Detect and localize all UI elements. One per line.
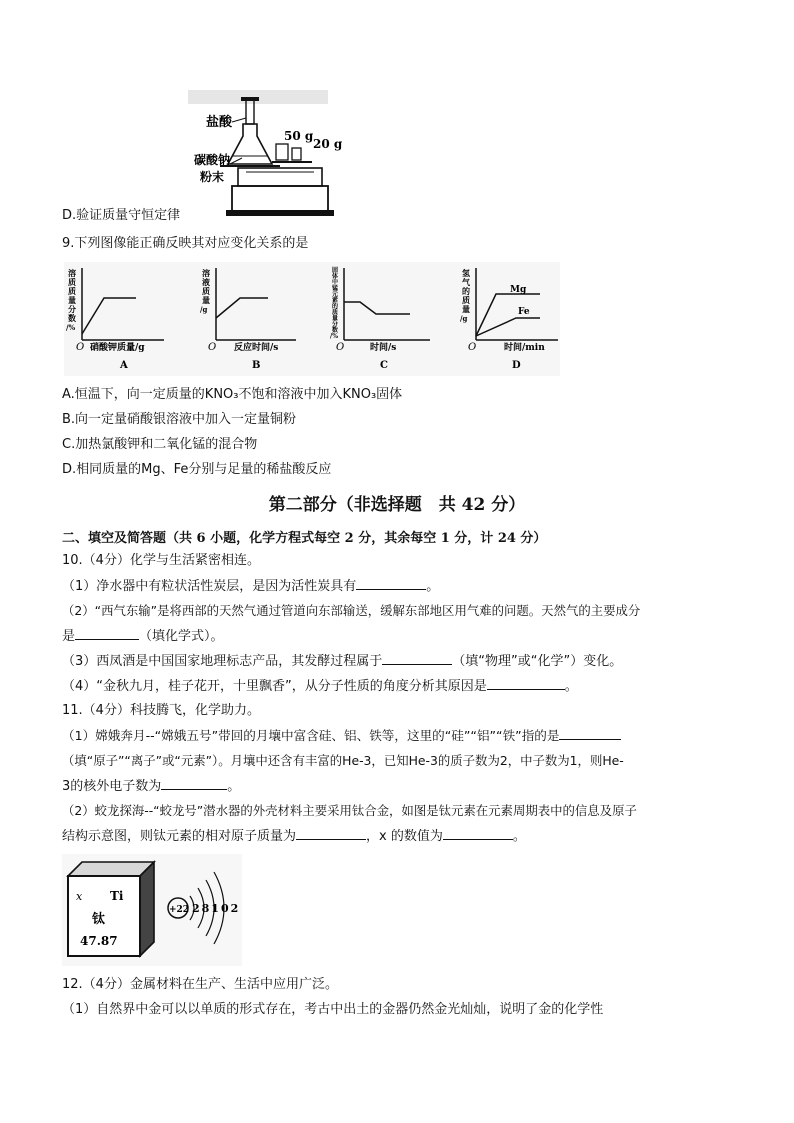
svg-text:数: 数 <box>68 313 76 323</box>
svg-text:的: 的 <box>332 303 339 310</box>
dropper-cap <box>241 97 259 101</box>
svg-text:素: 素 <box>332 297 339 304</box>
na2co3-label-2: 粉末 <box>200 170 225 184</box>
part2-title: 第二部分（非选择题 共 42 分） <box>268 495 526 515</box>
graph-d-origin: O <box>468 342 477 353</box>
graph-c-ylabel <box>330 266 338 340</box>
graph-d-xlabel: 时间/min <box>504 343 545 353</box>
svg-text:锰: 锰 <box>332 285 339 292</box>
q11-stem: 11.（4分）科技腾飞，化学助力。 <box>62 703 260 718</box>
balance-base <box>232 186 328 212</box>
na2co3-label-1: 碳酸钠 <box>194 153 231 167</box>
svg-text:元: 元 <box>332 291 339 298</box>
svg-text:气: 气 <box>462 277 470 287</box>
q12-sub1: （1）自然界中金可以以单质的形式存在，考古中出土的金器仍然金光灿灿，说明了金的化学性 <box>62 1002 604 1017</box>
weight-20g-label: 20 g <box>313 137 343 151</box>
q11-blank-1[interactable] <box>559 726 621 740</box>
svg-text:的: 的 <box>462 286 470 296</box>
q11-blank-4[interactable] <box>443 826 513 840</box>
svg-text:固: 固 <box>332 267 339 274</box>
svg-text:量: 量 <box>462 304 470 314</box>
q10-blank-3[interactable] <box>382 651 452 665</box>
na2co3-leader <box>230 158 242 164</box>
svg-text:质: 质 <box>332 309 339 316</box>
q9-option-c: C.加热氯酸钾和二氧化锰的混合物 <box>62 437 258 452</box>
q10-sub2-line1: （2）“西气东输”是将西部的天然气通过管道向东部输送，缓解东部地区用气难的问题。天然气的主要成分 <box>62 603 641 618</box>
q11-sub1-line3: 3的核外电子数为 。 <box>62 776 240 797</box>
q10-blank-2[interactable] <box>75 626 139 640</box>
q11-sub1-line2: （填“原子”“离子”或“元素”）。月壤中还含有丰富的He-3，已知He-3的质子数为2，中子数为1，则He- <box>62 753 624 768</box>
svg-text:体: 体 <box>332 273 339 280</box>
graph-d-series-fe: Fe <box>518 307 530 317</box>
q9-option-d: D.相同质量的Mg、Fe分别与足量的稀盐酸反应 <box>62 462 332 477</box>
svg-text:量: 量 <box>202 295 210 305</box>
svg-text:氢: 氢 <box>462 268 470 278</box>
q11-sub2-line1: （2）蛟龙探海--“蛟龙号”潜水器的外壳材料主要采用钛合金，如图是钛元素在元素周期表中的信息及原子 <box>62 803 637 818</box>
svg-text:量: 量 <box>332 315 339 322</box>
graph-c-origin: O <box>336 342 345 353</box>
svg-text:质: 质 <box>68 286 76 296</box>
section2-heading: 二、填空及简答题（共 6 小题，化学方程式每空 2 分，其余每空 1 分，计 24 分） <box>62 531 547 546</box>
q10-stem: 10.（4分）化学与生活紧密相连。 <box>62 553 260 568</box>
cell-side-face <box>140 862 154 956</box>
element-name: 钛 <box>92 912 106 927</box>
hcl-label: 盐酸 <box>206 115 233 130</box>
q8-option-d: D.验证质量守恒定律 <box>62 208 181 223</box>
svg-text:/g: /g <box>460 314 468 323</box>
graph-b-letter: B <box>252 360 261 371</box>
weight-50g-label: 50 g <box>284 129 314 143</box>
q10-blank-1[interactable] <box>356 576 426 590</box>
svg-text:量: 量 <box>68 295 76 305</box>
atomic-mass: 47.87 <box>80 934 118 948</box>
svg-text:液: 液 <box>202 277 210 287</box>
weight-20g <box>292 148 301 160</box>
q10-sub4: （4）“金秋九月，桂子花开，十里飘香”，从分子性质的角度分析其原因是 。 <box>62 676 578 697</box>
svg-text:/g: /g <box>200 305 208 314</box>
graph-d-letter: D <box>512 360 521 371</box>
titanium-element-figure <box>62 854 242 966</box>
svg-text:溶: 溶 <box>68 268 76 278</box>
q11-blank-3[interactable] <box>296 826 366 840</box>
balance-foot <box>226 210 334 216</box>
q10-sub2-line2: 是 （填化学式）。 <box>62 626 224 647</box>
graph-c-xlabel: 时间/s <box>370 343 397 353</box>
graph-a-letter: A <box>120 360 128 371</box>
hcl-leader <box>232 118 246 122</box>
q9-option-a: A.恒温下，向一定质量的KNO₃不饱和溶液中加入KNO₃固体 <box>62 387 403 402</box>
q10-sub1: （1）净水器中有粒状活性炭层，是因为活性炭具有 。 <box>62 576 439 597</box>
graph-a-origin: O <box>76 342 85 353</box>
svg-text:质: 质 <box>202 286 210 296</box>
graph-b-origin: O <box>208 342 217 353</box>
balance-apparatus-figure <box>180 88 350 220</box>
q9-option-b: B.向一定量硝酸银溶液中加入一定量铜粉 <box>62 412 297 427</box>
svg-text:质: 质 <box>68 277 76 287</box>
balance-beam <box>238 168 322 186</box>
graph-a-xlabel: 硝酸钾质量/g <box>90 343 145 353</box>
graph-a-ylabel <box>66 268 76 332</box>
svg-text:/%: /% <box>66 323 76 332</box>
electron-counts: 28102 <box>192 902 241 915</box>
graph-d-series-mg: Mg <box>510 285 527 295</box>
q9-stem: 9.下列图像能正确反映其对应变化关系的是 <box>62 236 309 251</box>
q9-graphs <box>64 262 560 376</box>
svg-text:中: 中 <box>332 279 339 286</box>
weight-50g <box>276 144 288 160</box>
q11-sub1-line1: （1）嫦娥奔月--“嫦娥五号”带回的月壤中富含硅、铝、铁等，这里的“硅”“铝”“铁”指的是 <box>62 726 621 746</box>
element-symbol: Ti <box>110 889 124 903</box>
svg-text:/%: /% <box>330 333 338 340</box>
q11-blank-2[interactable] <box>161 776 227 790</box>
atomic-number-x: x <box>76 890 83 903</box>
graphs-scan-background <box>64 262 560 376</box>
flask <box>228 124 272 164</box>
q12-stem: 12.（4分）金属材料在生产、生活中应用广泛。 <box>62 977 338 992</box>
nuclear-charge: +22 <box>169 905 190 915</box>
svg-text:分: 分 <box>332 321 339 328</box>
q10-blank-4[interactable] <box>487 676 565 690</box>
svg-text:数: 数 <box>332 327 339 334</box>
svg-text:质: 质 <box>462 295 470 305</box>
q10-sub3: （3）西凤酒是中国国家地理标志产品，其发酵过程属于 （填“物理”或“化学”）变化。 <box>62 651 622 672</box>
svg-text:溶: 溶 <box>202 268 210 278</box>
graph-c-letter: C <box>380 360 388 371</box>
svg-text:分: 分 <box>68 304 76 314</box>
graph-b-xlabel: 反应时间/s <box>234 343 279 353</box>
q11-sub2-line2: 结构示意图，则钛元素的相对原子质量为 ，x 的数值为 。 <box>62 826 526 847</box>
